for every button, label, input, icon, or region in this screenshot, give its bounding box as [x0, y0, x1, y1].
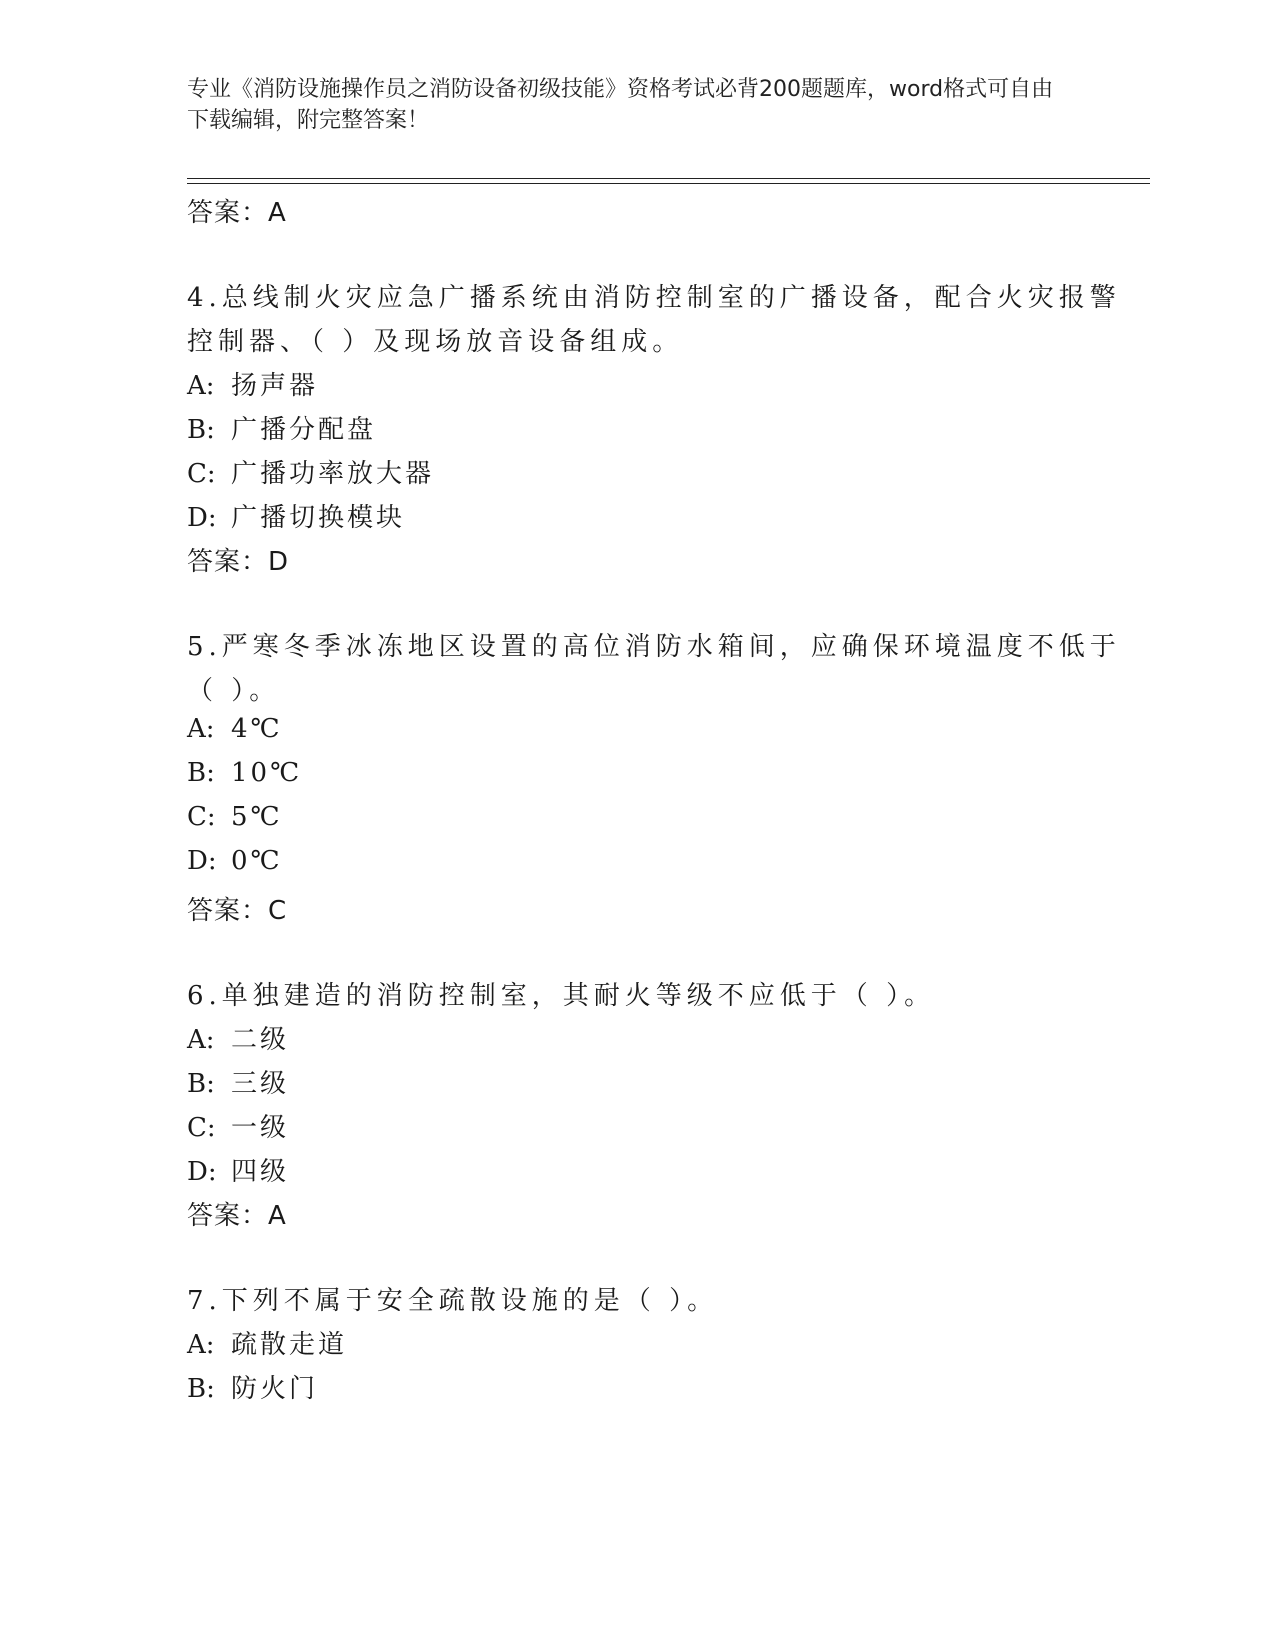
option-label: C: [187, 459, 216, 489]
option-label: B: [187, 758, 215, 788]
option-label: A: [187, 1330, 215, 1360]
option-text: 疏散走道 [231, 1330, 348, 1360]
option-d [187, 497, 405, 534]
option-label: A: [187, 371, 215, 401]
header-divider-secondary [187, 183, 1150, 184]
answer-line: 答案：A [187, 1201, 287, 1231]
option-text: 扬声器 [231, 371, 319, 401]
option-text: 广播功率放大器 [231, 459, 435, 489]
option-label: B: [187, 1374, 215, 1404]
question-stem: （ ）。 [187, 676, 281, 706]
answer-line: 答案：C [187, 896, 288, 926]
option-text: 4℃ [231, 714, 283, 744]
option-b [187, 758, 302, 788]
option-a [187, 365, 318, 402]
answer-line: 答案：D [187, 547, 290, 577]
option-text: 10℃ [231, 758, 303, 788]
option-text: 一级 [231, 1113, 290, 1143]
option-b [187, 409, 376, 446]
option-text: 0℃ [231, 846, 283, 876]
option-d [187, 1151, 289, 1188]
question-stem: 控制器、（ ）及现场放音设备组成。 [187, 327, 684, 357]
option-label: A: [187, 1025, 215, 1055]
option-b [187, 1063, 289, 1100]
option-c [187, 802, 283, 832]
option-label: B: [187, 415, 215, 445]
page-header: 专业《消防设施操作员之消防设备初级技能》资格考试必背200题题库，word格式可自由下载编辑，附完整答案！ [187, 77, 1054, 133]
answer-line: 答案：A [187, 198, 287, 228]
option-label: A: [187, 714, 215, 744]
option-label: D: [187, 1157, 217, 1187]
option-b [187, 1368, 318, 1405]
option-a [187, 714, 283, 744]
option-label: D: [187, 846, 217, 876]
option-label: B: [187, 1069, 215, 1099]
option-a [187, 1019, 289, 1056]
option-a [187, 1324, 347, 1361]
option-label: D: [187, 503, 217, 533]
option-text: 四级 [231, 1157, 290, 1187]
question-stem: 6.单独建造的消防控制室，其耐火等级不应低于（ ）。 [187, 981, 936, 1011]
option-text: 广播切换模块 [231, 503, 406, 533]
option-text: 二级 [231, 1025, 290, 1055]
option-label: C: [187, 1113, 216, 1143]
header-divider [187, 178, 1150, 179]
option-text: 三级 [231, 1069, 290, 1099]
option-c [187, 1107, 289, 1144]
question-stem: 5.严寒冬季冰冻地区设置的高位消防水箱间，应确保环境温度不低于 [187, 632, 1121, 662]
option-label: C: [187, 802, 216, 832]
question-stem: 4.总线制火灾应急广播系统由消防控制室的广播设备，配合火灾报警 [187, 283, 1121, 313]
option-d [187, 846, 283, 876]
option-text: 防火门 [231, 1374, 319, 1404]
question-stem: 7.下列不属于安全疏散设施的是（ ）。 [187, 1286, 719, 1316]
option-c [187, 453, 434, 490]
option-text: 广播分配盘 [231, 415, 377, 445]
option-text: 5℃ [231, 802, 283, 832]
